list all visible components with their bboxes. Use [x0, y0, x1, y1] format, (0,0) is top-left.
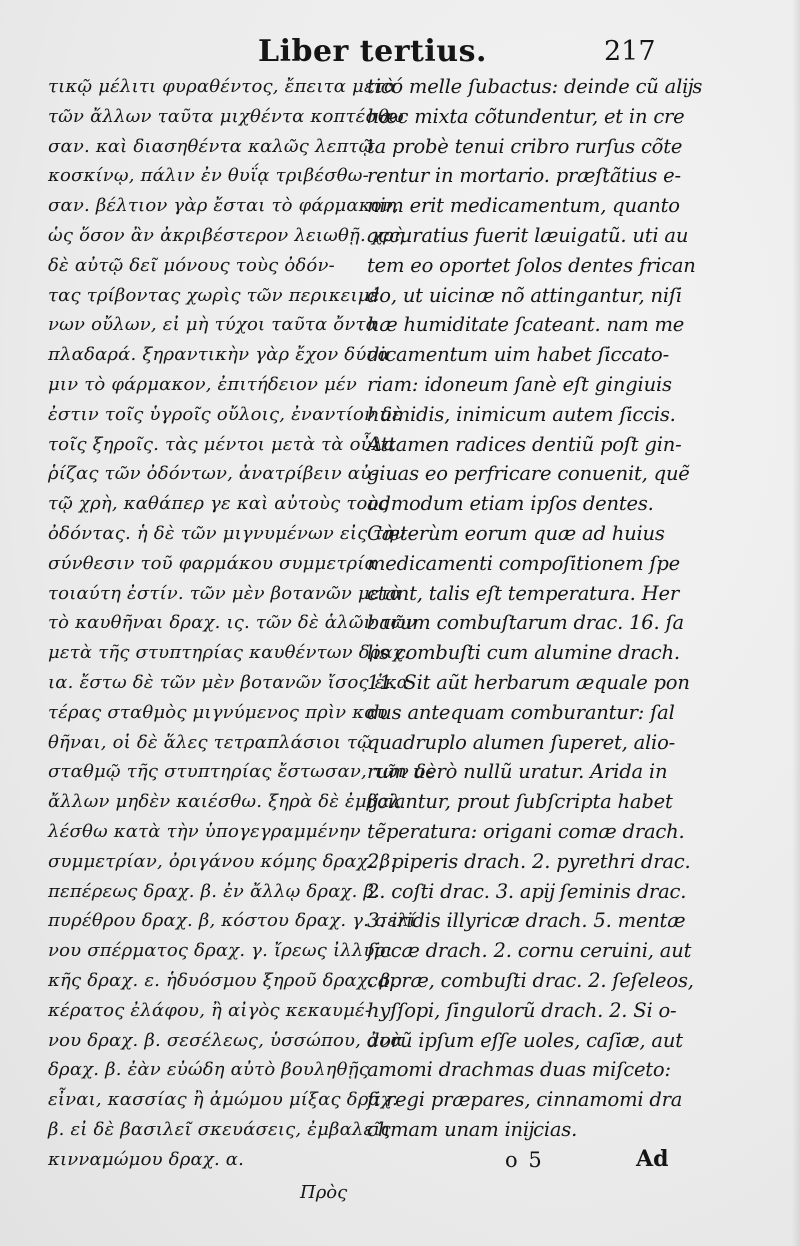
latin-text-line: ticó melle ſubactus: deinde cũ alĳs — [367, 75, 703, 98]
greek-text-line: τέρας σταθμὸς μιγνύμενος πρὶν καυ — [48, 701, 388, 723]
catchword-greek: Πρὸς — [300, 1182, 348, 1203]
latin-text-line: admodum etiam ipſos dentes. — [367, 492, 654, 516]
greek-text-line: β. εἰ δὲ βασιλεῖ σκευάσεις, ἐμβαλεῖς — [48, 1119, 391, 1140]
greek-text-line: σταθμῷ τῆς στυπτηρίας ἔστωσαν, τῶν δὲ — [48, 761, 436, 783]
latin-text-line: ctant, talis eſt temperatura. Her — [367, 581, 679, 605]
greek-text-line: συμμετρίαν, ὀριγάνου κόμης δραχ. β. — [48, 850, 397, 872]
latin-text-line: lis combuſti cum alumine drach. — [367, 641, 680, 665]
greek-text-line: τοῖς ξηροῖς. τὰς μέντοι μετὰ τὰ οὖλα — [48, 433, 396, 455]
latin-text-line: 11. Sit aũt herbarum æquale pon — [367, 671, 690, 694]
latin-text-line: humidis, inimicum autem ſiccis. — [367, 402, 676, 426]
greek-text-line: δὲ αὐτῷ δεῖ μόνους τοὺς ὀδόν- — [48, 254, 335, 276]
latin-text-line: 3. iridis illyricæ drach. 5. mentæ — [367, 909, 686, 933]
greek-text-line: ὡς ὅσον ἂν ἀκριβέστερον λειωθῇ. χρὴ — [48, 225, 405, 246]
greek-text-line: τὸ καυθῆναι δραχ. ις. τῶν δὲ ἁλῶν τῶν — [48, 612, 417, 634]
latin-text-line: hyſſopi, ſingulorũ drach. 2. Si o- — [367, 998, 677, 1022]
latin-text-line: chmam unam inĳcias. — [367, 1118, 578, 1141]
greek-text-line: νου δραχ. β. σεσέλεως, ὑσσώπου, ἀνὰ — [48, 1029, 403, 1051]
latin-text-line: ĳciantur, prout ſubſcripta habet — [367, 790, 673, 814]
greek-text-line: κῆς δραχ. ε. ἡδυόσμου ξηροῦ δραχ. β. — [48, 970, 397, 991]
latin-text-line: nim erit medicamentum, quanto — [367, 194, 680, 218]
greek-text-line: ἄλλων μηδὲν καιέσθω. ξηρὰ δὲ ἐμβαλ — [48, 791, 402, 813]
greek-text-line: λέσθω κατὰ τὴν ὑπογεγραμμένην — [48, 821, 361, 842]
greek-text-line: τικῷ μέλιτι φυραθέντος, ἔπειτα μετὰ — [48, 76, 397, 97]
latin-text-line: dicamentum uim habet ſiccato- — [367, 343, 669, 367]
latin-text-line: dorũ ipſum eſſe uoles, caſiæ, aut — [367, 1028, 683, 1052]
greek-text-line: σαν. βέλτιον γὰρ ἔσται τὸ φάρμακον, — [48, 195, 399, 217]
page-number: 217 — [604, 36, 656, 67]
catchword-latin: Ad — [636, 1146, 669, 1172]
greek-text-line: ῥίζας τῶν ὀδόντων, ἀνατρίβειν αὐ- — [48, 463, 378, 485]
latin-text-line: 2. coſti drac. 3. apĳ ſeminis drac. — [367, 879, 687, 903]
greek-text-line: νου σπέρματος δραχ. γ. ἴρεως ἰλλυρι — [48, 940, 393, 962]
greek-text-line: θῆναι, οἱ δὲ ἅλες τετραπλάσιοι τῷ — [48, 731, 372, 753]
greek-text-line: ια. ἔστω δὲ τῶν μὲν βοτανῶν ἴσος ἑκα — [48, 672, 409, 693]
greek-text-line: κέρατος ἐλάφου, ἢ αἰγὸς κεκαυμέ- — [48, 999, 372, 1021]
latin-text-line: riam: idoneum ſanè eſt gingiuis — [367, 373, 672, 396]
latin-text-line: ſiccæ drach. 2. cornu ceruini, aut — [367, 939, 692, 963]
latin-text-line: ta probè tenui cribro rurſus cõte — [367, 134, 683, 158]
greek-text-line: πυρέθρου δραχ. β, κόστου δραχ. γ. σελί — [48, 910, 417, 932]
latin-text-line: hæ humiditate ſcateant. nam me — [367, 313, 685, 337]
latin-text-line: 2. piperis drach. 2. pyrethri drac. — [367, 849, 691, 873]
latin-text-line: tẽperatura: origani comæ drach. — [367, 820, 685, 843]
greek-text-line: κοσκίνῳ, πάλιν ἐν θυΐᾳ τριβέσθω- — [48, 165, 369, 187]
latin-text-line: do, ut uicinæ nõ attingantur, niſi — [367, 283, 682, 307]
greek-text-line: εἶναι, κασσίας ἢ ἀμώμου μίξας δραχ. — [48, 1089, 398, 1111]
greek-text-line: μετὰ τῆς στυπτηρίας καυθέντων δραχ. — [48, 642, 410, 664]
latin-text-line: giuas eo perfricare conuenit, quẽ — [367, 462, 690, 486]
greek-text-line: πεπέρεως δραχ. β. ἐν ἄλλῳ δραχ. β. — [48, 880, 381, 902]
latin-text-line: accuratius fuerit læuigatũ. uti au — [367, 224, 689, 247]
latin-text-line: quadruplo alumen ſuperet, alio- — [367, 730, 676, 754]
latin-text-line: capræ, combuſti drac. 2. ſeſeleos, — [367, 969, 694, 992]
signature-mark: o 5 — [505, 1148, 544, 1172]
greek-text-line: τοιαύτη ἐστίν. τῶν μὲν βοτανῶν μετὰ — [48, 582, 403, 604]
greek-text-line: πλαδαρά. ξηραντικὴν γὰρ ἔχον δύνα — [48, 344, 390, 366]
greek-text-line: σύνθεσιν τοῦ φαρμάκου συμμετρία — [48, 552, 377, 574]
greek-text-line: δραχ. β. ἐὰν εὐώδη αὐτὸ βουληθῇς — [48, 1059, 369, 1081]
latin-text-line: Cæterùm eorum quæ ad huius — [367, 522, 665, 545]
greek-text-line: σαν. καὶ διασηθέντα καλῶς λεπτῷ — [48, 135, 374, 157]
latin-text-line: barum combuſtarum drac. 16. ſa — [367, 611, 684, 635]
greek-text-line: ὀδόντας. ἡ δὲ τῶν μιγνυμένων εἰς τὴν — [48, 523, 406, 544]
running-title: Liber tertius. — [258, 34, 487, 69]
greek-text-line: μιν τὸ φάρμακον, ἐπιτήδειον μέν — [48, 374, 358, 395]
greek-text-line: κινναμώμου δραχ. α. — [48, 1148, 245, 1170]
page-edge-shadow — [792, 0, 800, 1246]
greek-text-line: τας τρίβοντας χωρὶς τῶν περικειμέ — [48, 284, 380, 306]
latin-text-line: amomi drachmas duas miſceto: — [367, 1058, 671, 1082]
latin-text-line: rentur in mortario. præſtãtius e- — [367, 164, 681, 188]
greek-text-line: νων οὔλων, εἰ μὴ τύχοι ταῦτα ὄντα — [48, 314, 378, 336]
latin-text-line: hæc mixta cõtundentur, et in cre — [367, 104, 685, 128]
latin-text-line: dus antequam comburantur: ſal — [367, 700, 675, 724]
latin-text-line: Attamen radices dentiũ poſt gin- — [367, 432, 682, 456]
greek-text-line: τῷ χρὴ, καθάπερ γε καὶ αὐτοὺς τοὺς — [48, 493, 389, 515]
greek-text-line: τῶν ἄλλων ταῦτα μιχθέντα κοπτέσθω — [48, 105, 404, 127]
greek-text-line: ἐστιν τοῖς ὑγροῖς οὔλοις, ἐναντίον δὲ — [48, 403, 402, 425]
latin-text-line: rum uerò nullũ uratur. Arida in — [367, 760, 668, 784]
latin-text-line: medicamenti compoſitionem ſpe — [367, 551, 681, 575]
latin-text-line: ſi regi præpares, cinnamomi dra — [367, 1088, 683, 1112]
latin-text-line: tem eo oportet ſolos dentes frican — [367, 253, 696, 277]
